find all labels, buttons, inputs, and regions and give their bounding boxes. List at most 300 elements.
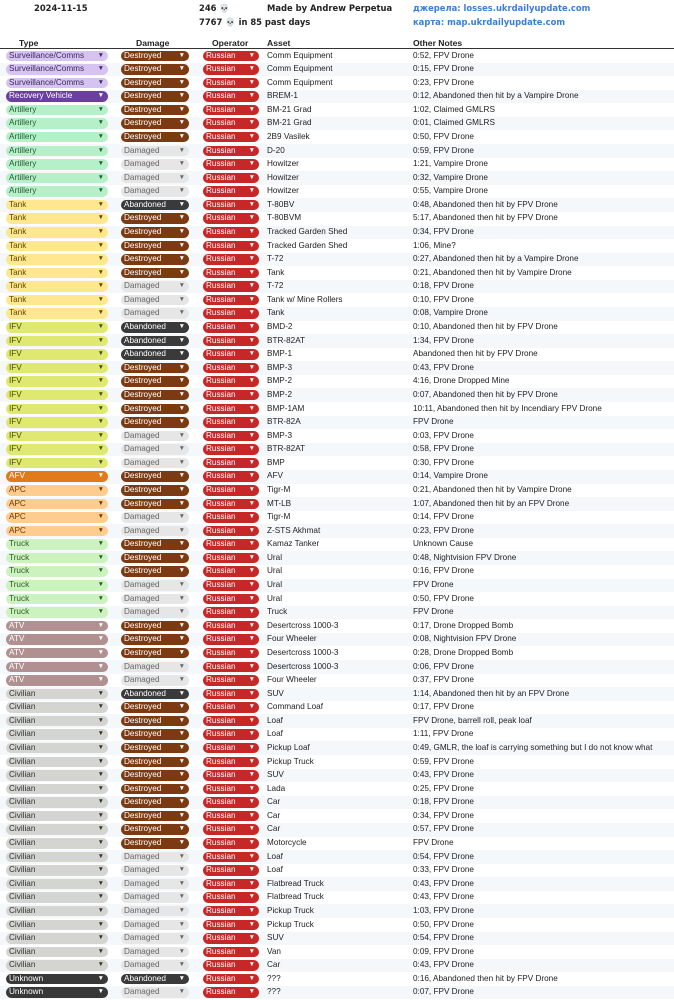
caret-down-icon: ▼ xyxy=(178,445,185,453)
type-select[interactable] xyxy=(6,784,108,795)
damage-select[interactable] xyxy=(121,580,189,591)
damage-select[interactable] xyxy=(121,539,189,550)
type-select[interactable] xyxy=(6,146,108,157)
operator-select[interactable] xyxy=(203,390,259,401)
operator-select[interactable] xyxy=(203,322,259,333)
caret-down-icon: ▼ xyxy=(248,621,255,629)
damage-select[interactable] xyxy=(121,607,189,618)
type-select[interactable] xyxy=(6,716,108,727)
note-cell: 0:07, FPV Drone xyxy=(413,987,474,997)
damage-select[interactable] xyxy=(121,743,189,754)
type-select-label: Tank xyxy=(9,294,27,304)
table-row xyxy=(0,388,674,402)
damage-select-label: Damaged xyxy=(124,525,160,535)
damage-select[interactable] xyxy=(121,906,189,917)
operator-select[interactable] xyxy=(203,404,259,415)
type-select[interactable] xyxy=(6,634,108,645)
asset-cell: Car xyxy=(267,960,281,970)
operator-select-label: Russian xyxy=(206,770,236,780)
type-select-label: Civilian xyxy=(9,742,36,752)
type-select[interactable] xyxy=(6,159,108,170)
operator-select[interactable] xyxy=(203,947,259,958)
type-select[interactable] xyxy=(6,621,108,632)
note-cell: 0:54, FPV Drone xyxy=(413,933,474,943)
operator-select[interactable] xyxy=(203,797,259,808)
damage-select[interactable] xyxy=(121,417,189,428)
type-select[interactable] xyxy=(6,607,108,618)
note-cell: 10:11, Abandoned then hit by Incendiary FPV Drone xyxy=(413,403,602,413)
caret-down-icon: ▼ xyxy=(248,282,255,290)
operator-select[interactable] xyxy=(203,852,259,863)
operator-select[interactable] xyxy=(203,553,259,564)
operator-select[interactable] xyxy=(203,227,259,238)
damage-select[interactable] xyxy=(121,241,189,252)
operator-select[interactable] xyxy=(203,268,259,279)
caret-down-icon: ▼ xyxy=(178,241,185,249)
damage-select[interactable] xyxy=(121,838,189,849)
operator-select[interactable] xyxy=(203,91,259,102)
caret-down-icon: ▼ xyxy=(178,540,185,548)
damage-select-label: Destroyed xyxy=(124,702,162,712)
operator-select[interactable] xyxy=(203,879,259,890)
operator-select[interactable] xyxy=(203,118,259,129)
caret-down-icon: ▼ xyxy=(248,65,255,73)
operator-select[interactable] xyxy=(203,987,259,998)
damage-select[interactable] xyxy=(121,485,189,496)
operator-select[interactable] xyxy=(203,78,259,89)
caret-down-icon: ▼ xyxy=(97,798,104,806)
table-row xyxy=(0,334,674,348)
caret-down-icon: ▼ xyxy=(97,336,104,344)
caret-down-icon: ▼ xyxy=(248,499,255,507)
damage-select-label: Damaged xyxy=(124,905,160,915)
operator-select[interactable] xyxy=(203,634,259,645)
damage-select[interactable] xyxy=(121,159,189,170)
type-select[interactable] xyxy=(6,770,108,781)
asset-cell: MT-LB xyxy=(267,498,292,508)
damage-select[interactable] xyxy=(121,471,189,482)
operator-select[interactable] xyxy=(203,865,259,876)
operator-select-label: Russian xyxy=(206,702,236,712)
type-select[interactable] xyxy=(6,838,108,849)
damage-select[interactable] xyxy=(121,811,189,822)
operator-select[interactable] xyxy=(203,159,259,170)
operator-select[interactable] xyxy=(203,824,259,835)
damage-select[interactable] xyxy=(121,553,189,564)
type-select[interactable] xyxy=(6,431,108,442)
operator-select[interactable] xyxy=(203,281,259,292)
damage-select[interactable] xyxy=(121,770,189,781)
caret-down-icon: ▼ xyxy=(178,703,185,711)
type-select[interactable] xyxy=(6,118,108,129)
damage-select[interactable] xyxy=(121,797,189,808)
damage-select[interactable] xyxy=(121,254,189,265)
type-select[interactable] xyxy=(6,105,108,116)
operator-select[interactable] xyxy=(203,784,259,795)
caret-down-icon: ▼ xyxy=(178,65,185,73)
damage-select[interactable] xyxy=(121,512,189,523)
type-select[interactable] xyxy=(6,702,108,713)
damage-select[interactable] xyxy=(121,920,189,931)
caret-down-icon: ▼ xyxy=(97,635,104,643)
table-row xyxy=(0,945,674,959)
type-select[interactable] xyxy=(6,417,108,428)
damage-select[interactable] xyxy=(121,960,189,971)
type-select[interactable] xyxy=(6,553,108,564)
type-select[interactable] xyxy=(6,51,108,62)
operator-select[interactable] xyxy=(203,471,259,482)
type-select-label: IFV xyxy=(9,335,22,345)
damage-select[interactable] xyxy=(121,566,189,577)
damage-select[interactable] xyxy=(121,892,189,903)
damage-select[interactable] xyxy=(121,648,189,659)
type-select[interactable] xyxy=(6,254,108,265)
asset-cell: SUV xyxy=(267,770,284,780)
operator-select[interactable] xyxy=(203,417,259,428)
type-select[interactable] xyxy=(6,485,108,496)
damage-select[interactable] xyxy=(121,186,189,197)
operator-select[interactable] xyxy=(203,254,259,265)
damage-select-label: Damaged xyxy=(124,145,160,155)
operator-select[interactable] xyxy=(203,376,259,387)
operator-select[interactable] xyxy=(203,920,259,931)
type-select[interactable] xyxy=(6,947,108,958)
note-cell: FPV Drone xyxy=(413,607,454,617)
damage-select[interactable] xyxy=(121,974,189,985)
operator-select[interactable] xyxy=(203,811,259,822)
type-select[interactable] xyxy=(6,865,108,876)
caret-down-icon: ▼ xyxy=(178,486,185,493)
damage-select[interactable] xyxy=(121,268,189,279)
operator-select[interactable] xyxy=(203,757,259,768)
type-select[interactable] xyxy=(6,879,108,890)
damage-select[interactable] xyxy=(121,933,189,944)
damage-select[interactable] xyxy=(121,78,189,89)
note-cell: 0:32, Vampire Drone xyxy=(413,172,488,182)
damage-select[interactable] xyxy=(121,349,189,360)
type-select[interactable] xyxy=(6,539,108,550)
type-select[interactable] xyxy=(6,404,108,415)
damage-select[interactable] xyxy=(121,132,189,143)
damage-select[interactable] xyxy=(121,716,189,727)
table-row xyxy=(0,809,674,823)
type-select-label: Unknown xyxy=(9,987,44,997)
type-select[interactable] xyxy=(6,295,108,306)
asset-cell: BMD-2 xyxy=(267,322,293,332)
caret-down-icon: ▼ xyxy=(178,662,185,670)
damage-select[interactable] xyxy=(121,91,189,102)
caret-down-icon: ▼ xyxy=(178,51,185,59)
operator-select[interactable] xyxy=(203,336,259,347)
operator-select[interactable] xyxy=(203,200,259,211)
damage-select[interactable] xyxy=(121,295,189,306)
type-select[interactable] xyxy=(6,689,108,700)
damage-select-label: Damaged xyxy=(124,294,160,304)
type-select[interactable] xyxy=(6,458,108,469)
damage-select[interactable] xyxy=(121,702,189,713)
type-select[interactable] xyxy=(6,512,108,523)
operator-select[interactable] xyxy=(203,485,259,496)
caret-down-icon: ▼ xyxy=(248,268,255,276)
operator-select[interactable] xyxy=(203,349,259,360)
damage-select[interactable] xyxy=(121,526,189,537)
type-select[interactable] xyxy=(6,349,108,360)
damage-select[interactable] xyxy=(121,200,189,211)
operator-select[interactable] xyxy=(203,363,259,374)
type-select[interactable] xyxy=(6,648,108,659)
caret-down-icon: ▼ xyxy=(178,811,185,819)
damage-select[interactable] xyxy=(121,784,189,795)
type-select[interactable] xyxy=(6,933,108,944)
damage-select[interactable] xyxy=(121,662,189,673)
operator-select[interactable] xyxy=(203,539,259,550)
damage-select[interactable] xyxy=(121,947,189,958)
damage-select[interactable] xyxy=(121,621,189,632)
damage-select[interactable] xyxy=(121,336,189,347)
operator-select-label: Russian xyxy=(206,960,236,970)
damage-select[interactable] xyxy=(121,105,189,116)
damage-select[interactable] xyxy=(121,852,189,863)
damage-select-label: Damaged xyxy=(124,865,160,875)
operator-select[interactable] xyxy=(203,580,259,591)
caret-down-icon: ▼ xyxy=(178,105,185,113)
operator-select[interactable] xyxy=(203,933,259,944)
type-select[interactable] xyxy=(6,974,108,985)
type-select-label: Artillery xyxy=(9,172,37,182)
damage-select[interactable] xyxy=(121,213,189,224)
type-select[interactable] xyxy=(6,499,108,510)
operator-select[interactable] xyxy=(203,960,259,971)
caret-down-icon: ▼ xyxy=(248,526,255,534)
operator-select[interactable] xyxy=(203,444,259,455)
damage-select-label: Destroyed xyxy=(124,810,162,820)
damage-select[interactable] xyxy=(121,458,189,469)
damage-select[interactable] xyxy=(121,689,189,700)
operator-select-label: Russian xyxy=(206,267,236,277)
type-select[interactable] xyxy=(6,594,108,605)
type-select[interactable] xyxy=(6,186,108,197)
type-select[interactable] xyxy=(6,920,108,931)
caret-down-icon: ▼ xyxy=(178,974,185,982)
type-select[interactable] xyxy=(6,526,108,537)
operator-select[interactable] xyxy=(203,892,259,903)
damage-select[interactable] xyxy=(121,431,189,442)
type-select[interactable] xyxy=(6,336,108,347)
note-cell: 0:03, FPV Drone xyxy=(413,430,474,440)
operator-select[interactable] xyxy=(203,105,259,116)
caret-down-icon: ▼ xyxy=(97,771,104,779)
type-select[interactable] xyxy=(6,213,108,224)
asset-cell: Truck xyxy=(267,607,288,617)
operator-select[interactable] xyxy=(203,716,259,727)
losses-link[interactable]: джерела: losses.ukrdailyupdate.com xyxy=(413,3,591,13)
map-link[interactable]: карта: map.ukrdailyupdate.com xyxy=(413,17,566,27)
note-cell: 0:28, Drone Dropped Bomb xyxy=(413,647,514,657)
table-row xyxy=(0,619,674,633)
operator-select[interactable] xyxy=(203,146,259,157)
operator-select[interactable] xyxy=(203,132,259,143)
damage-select[interactable] xyxy=(121,499,189,510)
type-select[interactable] xyxy=(6,960,108,971)
type-select[interactable] xyxy=(6,173,108,184)
operator-select[interactable] xyxy=(203,458,259,469)
type-select[interactable] xyxy=(6,390,108,401)
operator-select[interactable] xyxy=(203,499,259,510)
damage-select[interactable] xyxy=(121,757,189,768)
type-select[interactable] xyxy=(6,471,108,482)
type-select[interactable] xyxy=(6,241,108,252)
damage-select[interactable] xyxy=(121,308,189,319)
damage-select[interactable] xyxy=(121,824,189,835)
operator-select[interactable] xyxy=(203,702,259,713)
caret-down-icon: ▼ xyxy=(97,567,104,575)
damage-select[interactable] xyxy=(121,594,189,605)
operator-select[interactable] xyxy=(203,729,259,740)
damage-select[interactable] xyxy=(121,879,189,890)
type-select[interactable] xyxy=(6,78,108,89)
type-select[interactable] xyxy=(6,91,108,102)
type-select[interactable] xyxy=(6,662,108,673)
damage-select[interactable] xyxy=(121,376,189,387)
damage-select[interactable] xyxy=(121,444,189,455)
type-select[interactable] xyxy=(6,227,108,238)
operator-select[interactable] xyxy=(203,51,259,62)
caret-down-icon: ▼ xyxy=(178,228,185,236)
operator-select[interactable] xyxy=(203,512,259,523)
caret-down-icon: ▼ xyxy=(248,974,255,982)
caret-down-icon: ▼ xyxy=(248,187,255,195)
operator-select[interactable] xyxy=(203,648,259,659)
caret-down-icon: ▼ xyxy=(97,146,104,154)
caret-down-icon: ▼ xyxy=(97,703,104,711)
caret-down-icon: ▼ xyxy=(178,648,185,656)
damage-select[interactable] xyxy=(121,64,189,75)
note-cell: FPV Drone xyxy=(413,580,454,590)
note-cell: Unknown Cause xyxy=(413,539,474,549)
type-select[interactable] xyxy=(6,729,108,740)
caret-down-icon: ▼ xyxy=(248,798,255,806)
type-select[interactable] xyxy=(6,363,108,374)
operator-select[interactable] xyxy=(203,526,259,537)
operator-select[interactable] xyxy=(203,675,259,686)
type-select[interactable] xyxy=(6,757,108,768)
type-select[interactable] xyxy=(6,281,108,292)
operator-select[interactable] xyxy=(203,662,259,673)
damage-select[interactable] xyxy=(121,404,189,415)
type-select[interactable] xyxy=(6,308,108,319)
operator-select[interactable] xyxy=(203,743,259,754)
type-select-label: Civilian xyxy=(9,946,36,956)
type-select[interactable] xyxy=(6,987,108,998)
operator-select[interactable] xyxy=(203,594,259,605)
asset-cell: Command Loaf xyxy=(267,702,323,712)
type-select[interactable] xyxy=(6,268,108,279)
operator-select-label: Russian xyxy=(206,417,236,427)
operator-select[interactable] xyxy=(203,213,259,224)
operator-select[interactable] xyxy=(203,906,259,917)
damage-select[interactable] xyxy=(121,363,189,374)
operator-select[interactable] xyxy=(203,295,259,306)
operator-select[interactable] xyxy=(203,607,259,618)
operator-select[interactable] xyxy=(203,241,259,252)
type-select[interactable] xyxy=(6,322,108,333)
damage-select[interactable] xyxy=(121,146,189,157)
damage-select-label: Abandoned xyxy=(124,335,166,345)
operator-select[interactable] xyxy=(203,173,259,184)
caret-down-icon: ▼ xyxy=(178,92,185,100)
damage-select[interactable] xyxy=(121,390,189,401)
operator-select[interactable] xyxy=(203,838,259,849)
damage-select[interactable] xyxy=(121,729,189,740)
table-header xyxy=(0,37,674,49)
damage-select[interactable] xyxy=(121,227,189,238)
caret-down-icon: ▼ xyxy=(178,934,185,942)
type-select[interactable] xyxy=(6,811,108,822)
operator-select[interactable] xyxy=(203,431,259,442)
operator-select[interactable] xyxy=(203,186,259,197)
type-select-label: Truck xyxy=(9,566,30,576)
note-cell: 0:07, Abandoned then hit by FPV Drone xyxy=(413,389,558,399)
operator-select-label: Russian xyxy=(206,525,236,535)
asset-cell: SUV xyxy=(267,933,284,943)
table-row xyxy=(0,565,674,579)
damage-select[interactable] xyxy=(121,675,189,686)
damage-select[interactable] xyxy=(121,865,189,876)
operator-select-label: Russian xyxy=(206,485,236,494)
asset-cell: Desertcross 1000-3 xyxy=(267,661,339,671)
type-select[interactable] xyxy=(6,675,108,686)
operator-select[interactable] xyxy=(203,621,259,632)
damage-select[interactable] xyxy=(121,281,189,292)
damage-select[interactable] xyxy=(121,322,189,333)
type-select[interactable] xyxy=(6,824,108,835)
table-row xyxy=(0,891,674,905)
operator-select[interactable] xyxy=(203,566,259,577)
type-select[interactable] xyxy=(6,566,108,577)
caret-down-icon: ▼ xyxy=(178,893,185,901)
type-select[interactable] xyxy=(6,743,108,754)
operator-select[interactable] xyxy=(203,689,259,700)
type-select[interactable] xyxy=(6,200,108,211)
table-row xyxy=(0,484,674,498)
type-select[interactable] xyxy=(6,376,108,387)
operator-select[interactable] xyxy=(203,308,259,319)
note-cell: FPV Drone, barrell roll, peak loaf xyxy=(413,715,532,725)
damage-select-label: Destroyed xyxy=(124,376,162,386)
type-select[interactable] xyxy=(6,797,108,808)
damage-select[interactable] xyxy=(121,118,189,129)
caret-down-icon: ▼ xyxy=(248,608,255,616)
operator-select-label: Russian xyxy=(206,688,236,698)
type-select[interactable] xyxy=(6,906,108,917)
asset-cell: BM-21 Grad xyxy=(267,104,312,114)
type-select[interactable] xyxy=(6,580,108,591)
damage-select[interactable] xyxy=(121,987,189,998)
operator-select[interactable] xyxy=(203,770,259,781)
type-select[interactable] xyxy=(6,64,108,75)
type-select[interactable] xyxy=(6,444,108,455)
damage-select[interactable] xyxy=(121,51,189,62)
damage-select[interactable] xyxy=(121,634,189,645)
operator-select[interactable] xyxy=(203,64,259,75)
caret-down-icon: ▼ xyxy=(97,825,104,833)
type-select[interactable] xyxy=(6,852,108,863)
type-select[interactable] xyxy=(6,892,108,903)
damage-select-label: Damaged xyxy=(124,987,160,997)
damage-select[interactable] xyxy=(121,173,189,184)
operator-select[interactable] xyxy=(203,974,259,985)
type-select[interactable] xyxy=(6,132,108,143)
